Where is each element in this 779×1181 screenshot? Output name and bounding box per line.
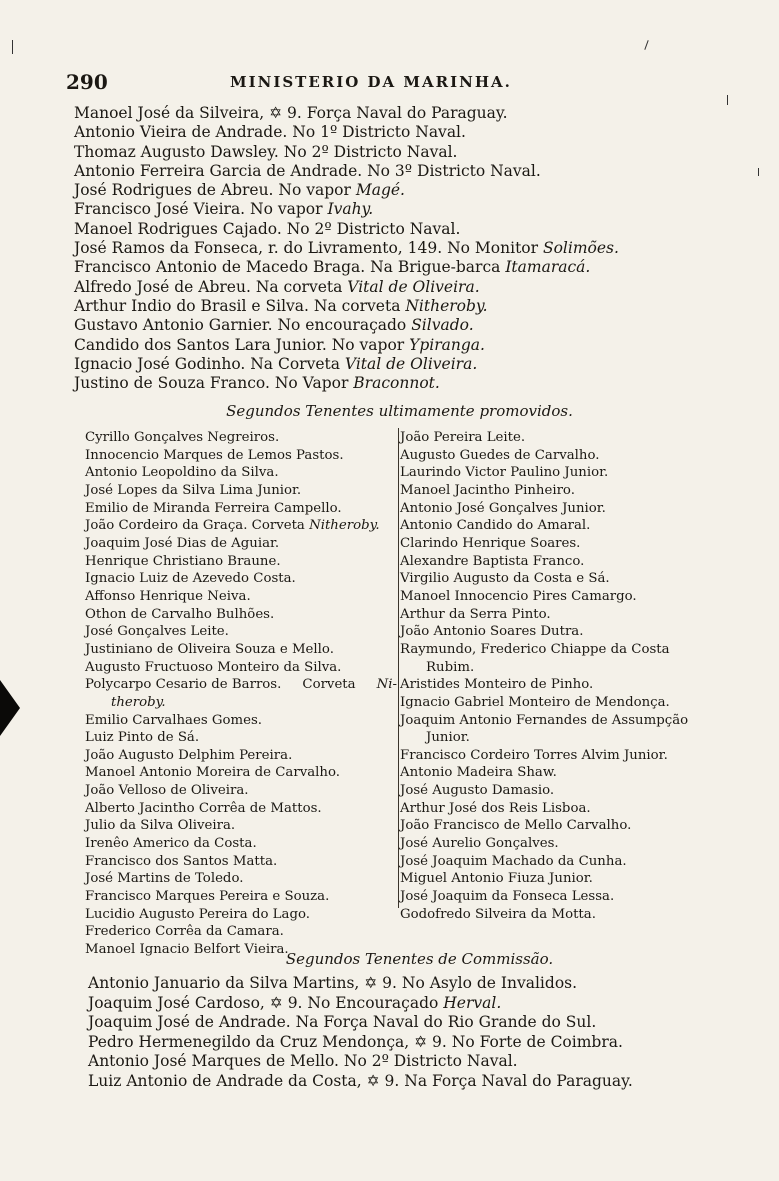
list-item: Antonio Madeira Shaw. (400, 765, 557, 781)
list-item: Luiz Antonio de Andrade da Costa, ✡ 9. Na Força Naval do Paraguay. (88, 1071, 633, 1090)
list-item: Francisco Cordeiro Torres Alvim Junior. (400, 747, 668, 763)
list-item: Gustavo Antonio Garnier. No encouraçado Silvado. (74, 316, 474, 335)
list-item: Francisco dos Santos Matta. (85, 853, 278, 869)
list-item: Affonso Henrique Neiva. (85, 588, 251, 604)
list-item: Justiniano de Oliveira Souza e Mello. (85, 641, 334, 657)
list-item: Antonio Vieira de Andrade. No 1º Districto Naval. (74, 123, 466, 142)
officer-list-bottom (88, 974, 728, 1092)
list-item: João Cordeiro da Graça. Corveta Nitheroby. (85, 518, 380, 534)
list-item: José Ramos da Fonseca, r. do Livramento, 149. No Monitor Solimões. (74, 239, 619, 258)
list-item: Ignacio Luiz de Azevedo Costa. (85, 571, 296, 587)
list-item: Candido dos Santos Lara Junior. No vapor Ypiranga. (74, 335, 485, 354)
list-item: Ignacio José Godinho. Na Corveta Vital de Oliveira. (74, 354, 478, 373)
section-heading-promoted: Segundos Tenentes ultimamente promovidos. (226, 402, 573, 420)
list-item: Antonio José Gonçalves Junior. (400, 500, 606, 516)
list-item: João Francisco de Mello Carvalho. (400, 818, 632, 834)
list-item: Thomaz Augusto Dawsley. No 2º Districto Naval. (74, 142, 458, 161)
list-item: Antonio Januario da Silva Martins, ✡ 9. No Asylo de Invalidos. (88, 974, 578, 992)
list-item: Raymundo, Frederico Chiappe da Costa (400, 641, 670, 657)
list-item: Othon de Carvalho Bulhões. (85, 606, 275, 622)
list-item: Innocencio Marques de Lemos Pastos. (85, 447, 344, 463)
page-header (62, 70, 722, 96)
list-item: Laurindo Victor Paulino Junior. (400, 465, 609, 481)
list-item: Arthur José dos Reis Lisboa. (400, 800, 591, 816)
page-number: 290 (66, 70, 108, 94)
list-item: Augusto Fructuoso Monteiro da Silva. (85, 659, 342, 675)
list-item: Emilio de Miranda Ferreira Campello. (85, 500, 342, 516)
list-item: Ignacio Gabriel Monteiro de Mendonça. (400, 694, 670, 710)
list-item: Manoel José da Silveira, ✡ 9. Força Naval do Paraguay. (74, 104, 508, 122)
list-item: Francisco Marques Pereira e Souza. (85, 889, 330, 905)
list-item: Antonio Candido do Amaral. (400, 518, 591, 534)
list-item: Francisco José Vieira. No vapor Ivahy. (74, 200, 374, 219)
list-item: Justino de Souza Franco. No Vapor Braconnot. (74, 374, 440, 393)
list-item: José Joaquim da Fonseca Lessa. (400, 889, 615, 905)
list-item: José Aurelio Gonçalves. (400, 836, 559, 852)
list-item: Antonio José Marques de Mello. No 2º Districto Naval. (88, 1052, 518, 1071)
list-item: Pedro Hermenegildo da Cruz Mendonça, ✡ 9. No Forte de Coimbra. (88, 1032, 623, 1051)
list-item: Antonio Leopoldino da Silva. (85, 465, 279, 481)
scan-speck (727, 95, 728, 105)
list-item: Frederico Corrêa da Camara. (85, 924, 284, 940)
list-item: Manoel Ignacio Belfort Vieira. (85, 942, 289, 958)
list-item: Julio da Silva Oliveira. (85, 818, 236, 834)
list-item-continuation: Junior. (426, 730, 470, 746)
list-item: José Gonçalves Leite. (85, 624, 229, 640)
column-divider (398, 428, 399, 908)
list-item: Manoel Antonio Moreira de Carvalho. (85, 765, 340, 781)
list-item: Alexandre Baptista Franco. (400, 553, 585, 569)
list-item: José Martins de Toledo. (85, 871, 244, 887)
scan-speck (12, 40, 13, 54)
list-item: Manoel Jacintho Pinheiro. (400, 482, 575, 498)
list-item: Luiz Pinto de Sá. (85, 730, 200, 746)
scan-speck (758, 168, 759, 176)
list-item: Alfredo José de Abreu. Na corveta Vital de Oliveira. (74, 277, 480, 296)
list-item: João Pereira Leite. (400, 430, 526, 445)
section-heading-commission: Segundos Tenentes de Commissão. (285, 950, 554, 968)
list-item: Miguel Antonio Fiuza Junior. (400, 871, 593, 887)
left-column (85, 429, 397, 959)
list-item: Joaquim José de Andrade. Na Força Naval do Rio Grande do Sul. (88, 1013, 597, 1032)
list-item: Arthur da Serra Pinto. (400, 606, 551, 622)
list-item: Polycarpo Cesario de Barros. Corveta Ni- (85, 677, 397, 693)
list-item: José Rodrigues de Abreu. No vapor Magé. (74, 181, 405, 200)
list-item: Alberto Jacintho Corrêa de Mattos. (85, 800, 322, 816)
officer-list-top (74, 104, 714, 393)
list-item: Antonio Ferreira Garcia de Andrade. No 3º Districto Naval. (74, 161, 541, 180)
scan-speck (644, 40, 648, 50)
list-item: Joaquim Antonio Fernandes de Assumpção (400, 712, 689, 728)
list-item-continuation: Rubim. (426, 659, 475, 675)
list-item: Arthur Indio do Brasil e Silva. Na corveta Nitheroby. (74, 296, 488, 315)
list-item: José Lopes da Silva Lima Junior. (85, 482, 302, 498)
list-item: Aristides Monteiro de Pinho. (400, 677, 594, 693)
right-column (400, 429, 725, 923)
list-item: Joaquim José Dias de Aguiar. (85, 535, 280, 551)
list-item-continuation: theroby. (111, 694, 166, 710)
list-item: Emilio Carvalhaes Gomes. (85, 712, 263, 728)
list-item: José Augusto Damasio. (400, 783, 555, 799)
list-item: Godofredo Silveira da Motta. (400, 906, 596, 922)
list-item: João Antonio Soares Dutra. (400, 624, 584, 640)
list-item: Lucidio Augusto Pereira do Lago. (85, 906, 310, 922)
list-item: Joaquim José Cardoso, ✡ 9. No Encouraçado Herval. (88, 993, 502, 1012)
list-item: Francisco Antonio de Macedo Braga. Na Brigue-barca Itamaracá. (74, 258, 591, 277)
running-head: MINISTERIO DA MARINHA. (230, 73, 512, 91)
list-item: Henrique Christiano Braune. (85, 553, 281, 569)
margin-tab-mark (0, 680, 20, 736)
list-item: Virgilio Augusto da Costa e Sá. (400, 571, 610, 587)
list-item: João Velloso de Oliveira. (85, 783, 249, 799)
list-item: Clarindo Henrique Soares. (400, 535, 581, 551)
list-item: Manoel Innocencio Pires Camargo. (400, 588, 637, 604)
list-item: José Joaquim Machado da Cunha. (400, 853, 627, 869)
list-item: João Augusto Delphim Pereira. (85, 747, 293, 763)
list-item: Irenêo Americo da Costa. (85, 836, 257, 852)
list-item: Cyrillo Gonçalves Negreiros. (85, 430, 280, 445)
list-item: Augusto Guedes de Carvalho. (400, 447, 600, 463)
list-item: Manoel Rodrigues Cajado. No 2º Districto Naval. (74, 219, 461, 238)
